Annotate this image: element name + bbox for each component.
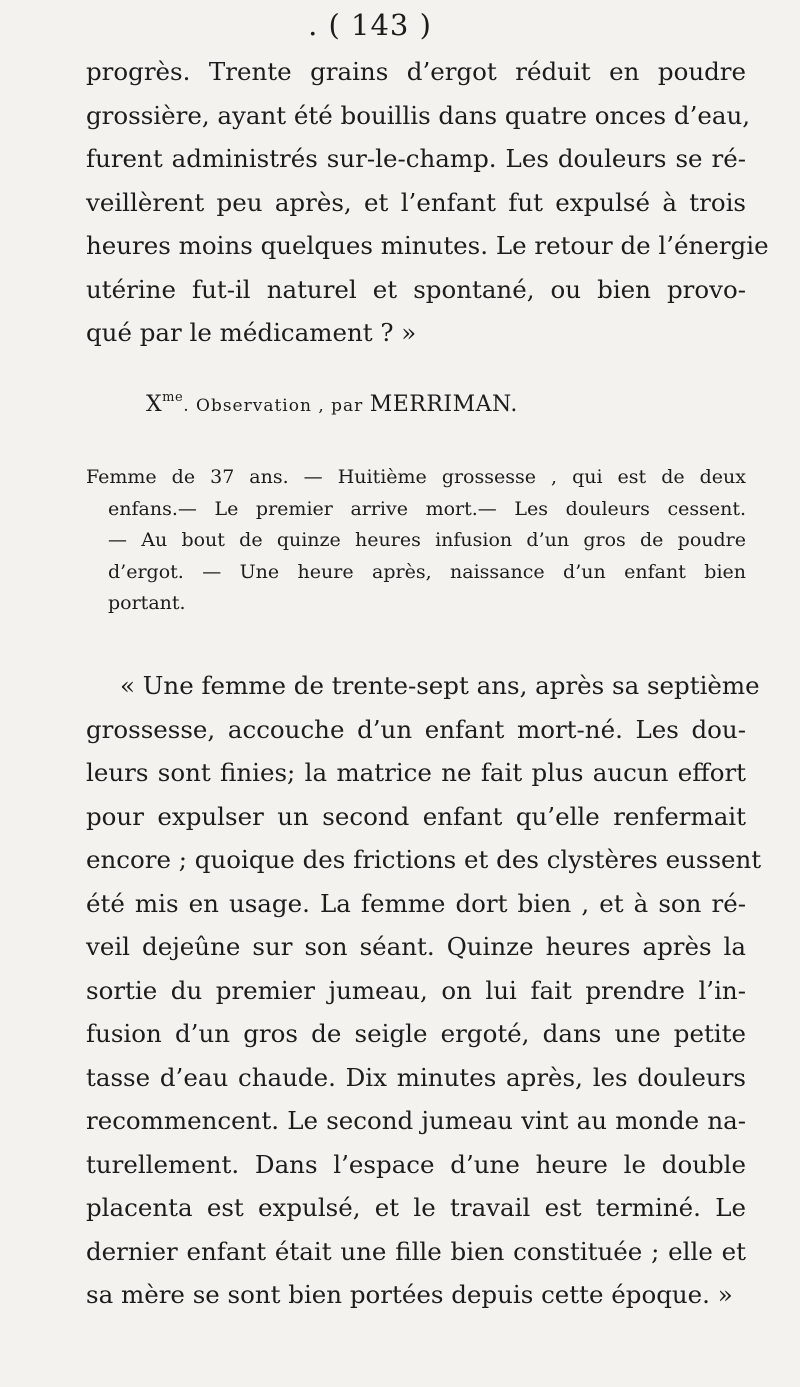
summary-line: d’ergot. — Une heure après, naissance d’un enfant bien	[108, 560, 746, 583]
text-line: furent administrés sur-le-champ. Les douleurs se ré-	[86, 144, 746, 173]
case-summary	[86, 462, 746, 620]
text-line: pour expulser un second enfant qu’elle renfermait	[86, 801, 746, 831]
text-line: fusion d’un gros de seigle ergoté, dans une petite	[86, 1019, 746, 1048]
text-line: leurs sont finies; la matrice ne fait plus aucun effort	[86, 758, 746, 787]
text-line: heures moins quelques minutes. Le retour de l’énergie	[86, 231, 769, 260]
text-line: grossière, ayant été bouillis dans quatre onces d’eau,	[86, 100, 751, 130]
observation-number: X	[146, 392, 163, 417]
observation-heading	[146, 390, 518, 417]
text-line: recommencent. Le second jumeau vint au monde na-	[86, 1106, 746, 1135]
observation-author: MERRIMAN.	[369, 392, 518, 417]
text-line: sortie du premier jumeau, on lui fait prendre l’in-	[86, 975, 746, 1005]
text-line: « Une femme de trente-sept ans, après sa septième	[120, 671, 760, 700]
text-line: encore ; quoique des frictions et des clystères eussent	[86, 845, 762, 874]
text-line: progrès. Trente grains d’ergot réduit en poudre	[86, 57, 746, 86]
top-paragraph	[86, 50, 769, 355]
text-line: sa mère se sont bien portées depuis cette époque. »	[86, 1280, 733, 1309]
summary-line: Femme de 37 ans. — Huitième grossesse , qui est de deux	[86, 466, 746, 488]
text-line: veillèrent peu après, et l’enfant fut expulsé à trois	[86, 187, 746, 217]
main-paragraph	[86, 664, 762, 1317]
text-line: tasse d’eau chaude. Dix minutes après, les douleurs	[86, 1062, 746, 1092]
text-line: placenta est expulsé, et le travail est terminé. Le	[86, 1193, 746, 1222]
text-line: veil dejeûne sur son séant. Quinze heures après la	[86, 932, 746, 961]
text-line: utérine fut-il naturel et spontané, ou bien provo-	[86, 274, 746, 304]
observation-label: . Observation , par	[183, 396, 370, 416]
text-line: grossesse, accouche d’un enfant mort-né. Les dou-	[86, 714, 746, 744]
summary-line: enfans.— Le premier arrive mort.— Les douleurs cessent.	[108, 497, 746, 520]
observation-superscript: me	[162, 390, 184, 405]
text-line: turellement. Dans l’espace d’une heure le double	[86, 1149, 746, 1179]
summary-line: portant.	[108, 592, 186, 614]
text-line: qué par le médicament ? »	[86, 318, 417, 347]
text-line: été mis en usage. La femme dort bien , et à son ré-	[86, 888, 746, 918]
page-number: . ( 143 )	[308, 8, 432, 42]
text-line: dernier enfant était une fille bien constituée ; elle et	[86, 1236, 746, 1266]
summary-line: — Au bout de quinze heures infusion d’un gros de poudre	[108, 529, 746, 551]
